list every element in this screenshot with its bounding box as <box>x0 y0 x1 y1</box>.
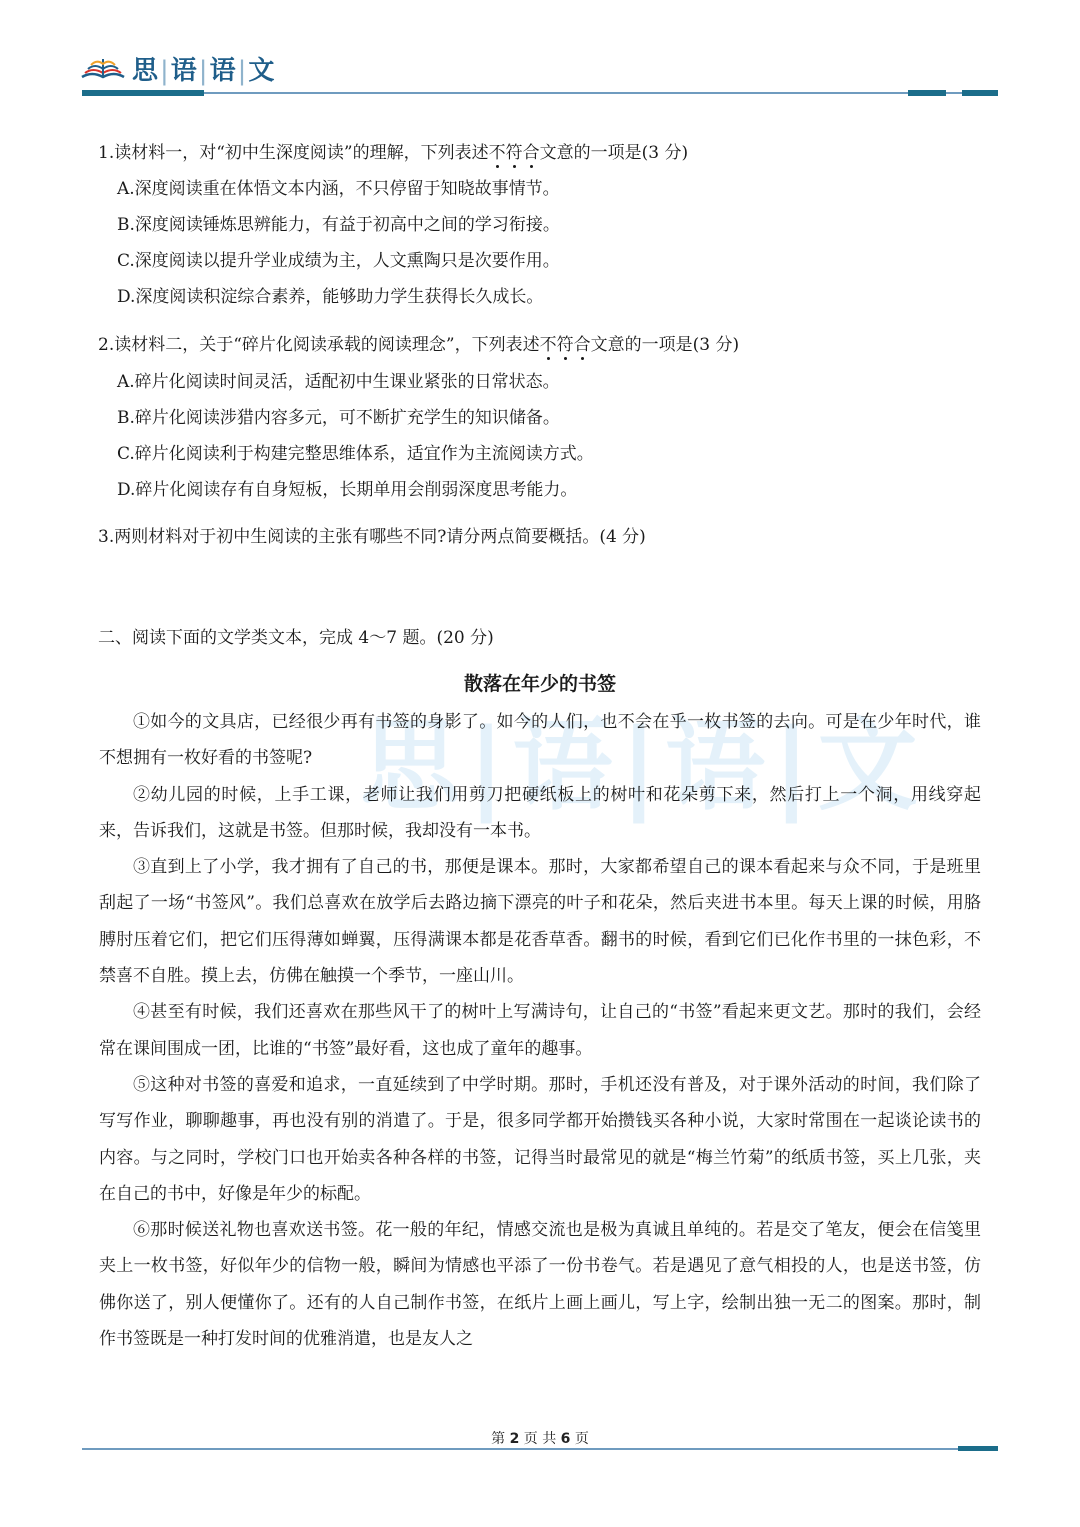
article-paragraph: ③直到上了小学，我才拥有了自己的书，那便是课本。那时，大家都希望自己的课本看起来与众不同，于是班里刮起了一场“书签风”。我们总喜欢在放学后去路边摘下漂亮的叶子和花朵，然后夹进书本里。每天上课的时候，用胳膊肘压着它们，把它们压得薄如蝉翼，压得满课本都是花香草香。翻书的时候，看到它们已化作书里的一抹色彩，不禁喜不自胜。摸上去，仿佛在触摸一个季节，一座山川。 <box>99 857 981 987</box>
page-number: 2 <box>509 1431 520 1447</box>
article-paragraph: ④甚至有时候，我们还喜欢在那些风干了的树叶上写满诗句，让自己的“书签”看起来更文艺。那时的我们，会经常在课间围成一团，比谁的“书签”最好看，这也成了童年的趣事。 <box>99 1002 981 1059</box>
emphasized-char: 合 <box>522 143 540 163</box>
emphasized-char: 不 <box>488 143 506 163</box>
article-paragraph: ⑥那时候送礼物也喜欢送书签。花一般的年纪，情感交流也是极为真诚且单纯的。若是交了笔友，便会在信笺里夹上一枚书签，好似年少的信物一般，瞬间为情感也平添了一份书卷气。若是遇见了意气相投的人，也是送书签，仿佛你送了，别人便懂你了。还有的人自己制作书签，在纸片上画上画儿，写上字，绘制出独一无二的图案。那时，制作书签既是一种打发时间的优雅消遣，也是友人之 <box>99 1220 981 1350</box>
question-1-option-d: D.深度阅读积淀综合素养，能够助力学生获得长久成长。 <box>117 287 544 307</box>
brand-char: 思 <box>132 55 160 86</box>
brand-char: 语 <box>170 55 198 86</box>
emphasized-char: 符 <box>505 143 523 163</box>
question-2-option-c: C.碎片化阅读利于构建完整思维体系，适宜作为主流阅读方式。 <box>117 444 594 464</box>
question-2-option-d: D.碎片化阅读存有自身短板，长期单用会削弱深度思考能力。 <box>117 480 578 500</box>
section-heading: 二、阅读下面的文学类文本，完成 4～7 题。(20 分) <box>98 628 494 648</box>
watermark-text: 思|语|语|文 <box>360 707 926 824</box>
emphasized-char: 不 <box>539 335 557 355</box>
article-title: 散落在年少的书签 <box>463 673 616 695</box>
open-book-logo-icon <box>80 53 126 83</box>
emphasis-text <box>489 143 540 163</box>
brand-char: 语 <box>209 55 237 86</box>
article-paragraph: ①如今的文具店，已经很少再有书签的身影了。如今的人们，也不会在乎一枚书签的去向。可是在少年时代，谁不想拥有一枚好看的书签呢? <box>99 712 981 769</box>
page-total: 6 <box>560 1431 571 1447</box>
question-2-stem: 2.读材料二，关于“碎片化阅读承载的阅读理念”，下列表述不符合文意的一项是(3 分) <box>98 335 740 355</box>
question-2-option-b: B.碎片化阅读涉猎内容多元，可不断扩充学生的知识储备。 <box>117 408 560 428</box>
question-3-stem: 3.两则材料对于初中生阅读的主张有哪些不同?请分两点简要概括。(4 分) <box>98 527 646 547</box>
question-1-option-c: C.深度阅读以提升学业成绩为主，人文熏陶只是次要作用。 <box>117 251 560 271</box>
article-paragraph: ②幼儿园的时候，上手工课，老师让我们用剪刀把硬纸板上的树叶和花朵剪下来，然后打上一个洞，用线穿起来，告诉我们，这就是书签。但那时候，我却没有一本书。 <box>99 784 981 841</box>
question-1-option-a: A.深度阅读重在体悟文本内涵，不只停留于知晓故事情节。 <box>117 179 560 199</box>
question-1-stem: 1.读材料一，对“初中生深度阅读”的理解，下列表述不符合文意的一项是(3 分) <box>98 143 689 163</box>
header-rule <box>82 90 998 96</box>
question-1-option-b: B.深度阅读锤炼思辨能力，有益于初高中之间的学习衔接。 <box>117 215 560 235</box>
brand-char: 文 <box>248 55 276 86</box>
question-2-option-a: A.碎片化阅读时间灵活，适配初中生课业紧张的日常状态。 <box>117 372 560 392</box>
footer-rule <box>82 1446 998 1452</box>
emphasized-char: 合 <box>573 335 591 355</box>
page-footer: 第 2 页 共 6 页 <box>491 1431 589 1447</box>
article-paragraph: ⑤这种对书签的喜爱和追求，一直延续到了中学时期。那时，手机还没有普及，对于课外活动的时间，我们除了写写作业，聊聊趣事，再也没有别的消遣了。于是，很多同学都开始攒钱买各种小说，大家时常围在一起谈论读书的内容。与之同时，学校门口也开始卖各种各样的书签，记得当时最常见的就是“梅兰竹菊”的纸质书签，买上几张，夹在自己的书中，好像是年少的标配。 <box>99 1074 981 1204</box>
article-body <box>99 704 981 1357</box>
header <box>80 48 275 88</box>
brand-name: 思|语|语|文 <box>132 55 276 86</box>
emphasized-char: 符 <box>556 335 574 355</box>
emphasis-text <box>540 335 591 355</box>
